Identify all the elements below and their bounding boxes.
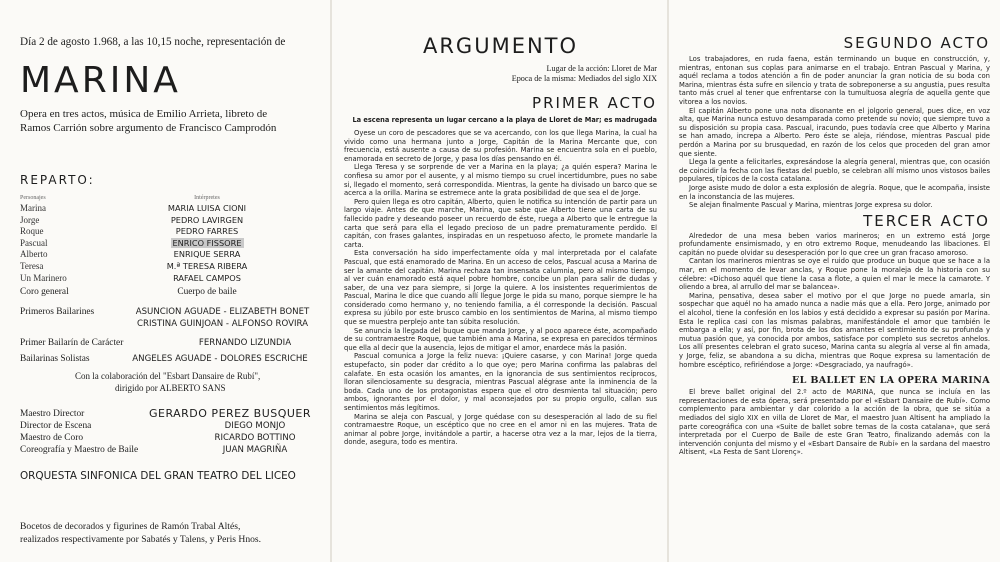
paragraph: Llega la gente a felicitarles, expresándose la alegría general, mientras que, con ocasión de coincidir la fecha con las fiestas del pueblo, se celebran allí mismo unos vistosos bailes populares, típicos de la costa catalana. — [679, 158, 990, 184]
solistas-value: ANGELES AGUADE - DOLORES ESCRICHE — [132, 353, 308, 364]
opera-subtitle — [20, 107, 320, 135]
primeros-bailarines-row — [20, 306, 320, 318]
opera-title: MARINA — [20, 60, 181, 101]
ballet-title: EL BALLET EN LA OPERA MARINA — [792, 375, 990, 387]
cast-row — [20, 261, 320, 273]
paragraph: Cantan los marineros mientras se oye el ruido que produce un buque que se hace a la mar, en el momento de levar anclas, y Roque pone la moraleja de la historia con su célebre: «Dichoso aquél que tiene la casa a flote, a quien el mar le mece la camarote. Y oliendo a brea, al arrullo del mar se balancea». — [679, 257, 990, 292]
ballet-text — [679, 388, 990, 457]
subtitle-line-1: Opera en tres actos, música de Emilio Arrieta, libreto de — [20, 108, 268, 120]
role-name: Teresa — [20, 260, 44, 271]
cast-list — [20, 203, 320, 299]
paragraph: El capitán Alberto pone una nota disonante en el jolgorio general, pues dice, en voz alta, que Marina nunca estuvo desamparada como pretende su novio; que siempre tuvo a su disposición su propia casa. Pascual, iracundo, pues todavía cree que Alberto y Marina se han amado, increpa a Alberto. Pero éste se aleja, riéndose, mientras Pascual pide perdón a Marina por su brusquedad, en razón de los celos que proceden del gran amor que siente. — [679, 106, 990, 158]
coro-row — [20, 287, 320, 299]
staff-row — [20, 408, 320, 420]
paragraph: Llega Teresa y se sorprende de ver a Marina en la playa; ¿a quién espera? Marina le confiesa su amor por el ausente, y al mismo tiempo su cruel incertidumbre, pues no sabe si, llegado el momento, será correspondida. Mientras, la gente ha divisado un barco que se acerca a la orilla. Marina se estremece ante la grata posibilidad de que sea el de Jorge. — [344, 163, 657, 198]
primeros-value-2: CRISTINA GUINJOAN - ALFONSO ROVIRA — [137, 318, 308, 329]
action-epoch: Epoca de la misma: Mediados del siglo XIX — [511, 74, 657, 83]
role-name: Un Marinero — [20, 272, 67, 283]
role-name: Roque — [20, 226, 44, 237]
primeros-label: Primeros Bailarines — [20, 306, 95, 317]
staff-value: RICARDO BOTTINO — [214, 432, 296, 443]
cast-row — [20, 238, 320, 250]
cast-row — [20, 273, 320, 285]
staff-label: Director de Escena — [20, 420, 92, 431]
cast-column-headers — [20, 195, 320, 201]
subtitle-line-2: Ramos Carrión sobre argumento de Francisco Camprodón — [20, 122, 277, 134]
orchestra-name: ORQUESTA SINFONICA DEL GRAN TEATRO DEL LICEO — [20, 469, 296, 482]
coro-label: Coro general — [20, 287, 69, 298]
primeros-bailarines-row-2 — [20, 318, 320, 330]
coro-value: Cuerpo de baile — [177, 287, 237, 298]
caracter-value: FERNANDO LIZUNDIA — [198, 337, 292, 348]
collaboration-note — [20, 370, 320, 394]
cast-row — [20, 249, 320, 261]
paragraph: Jorge asiste mudo de dolor a esta explosión de alegría. Roque, que le acompaña, insiste en la inconstancia de las mujeres. — [679, 183, 990, 201]
paragraph: Se alejan finalmente Pascual y Marina, mientras Jorge expresa su dolor. — [689, 201, 933, 210]
personajes-header: Personajes — [20, 195, 46, 201]
singer-name: MARIA LUISA CIONI — [167, 203, 247, 213]
primeros-value-1: ASUNCION AGUADE - ELIZABETH BONET — [135, 306, 310, 317]
staff-row — [20, 444, 320, 456]
acts-page — [669, 0, 1000, 562]
staff-list — [20, 408, 320, 456]
design-credits — [20, 520, 320, 546]
caracter-row — [20, 337, 320, 349]
staff-label: Maestro Director — [20, 408, 85, 419]
staff-value: JUAN MAGRIÑA — [222, 444, 288, 455]
solistas-row — [20, 353, 320, 365]
staff-row — [20, 432, 320, 444]
paragraph: Pascual comunica a Jorge la feliz nueva: ¡Quiere casarse, y con Marina! Jorge queda estupefacto, sin poder dar crédito a lo que oye; pero Marina confirma las palabras del calafate. En esta ocasión los amantes, en la ignorancia de sus sentimientos recíprocos, lloran silenciosamente su desgracia, mientras Pascual alégrase ante la inminencia de la boda. Cada uno de los protagonistas espera que el otro desmienta tal situación; pero ambos, ignorantes por el dolor, y mal aconsejados por su propio orgullo, callan sus sentimientos más legítimos. — [344, 352, 657, 412]
staff-row — [20, 420, 320, 432]
singer-name: M.ª TERESA RIBERA — [166, 260, 248, 271]
act-2-title: SEGUNDO ACTO — [843, 34, 990, 52]
interpretes-header: Intérpretes — [194, 195, 220, 201]
paragraph: Se anuncia la llegada del buque que manda Jorge, y al poco aparece éste, acompañado de su contramaestre Roque, que también ama a Marina, se expresa en parecidos términos que ella al decir que la ausencia, lejos de mitigar el amor, enardece más la pasión. — [344, 326, 657, 352]
act-1-text — [344, 129, 657, 447]
cast-row — [20, 203, 320, 215]
paragraph: Marina se aleja con Pascual, y Jorge quédase con su desesperación al lado de su fiel contramaestre Roque, un escéptico que no cree en el amor ni en las mujeres. Trata de animar al pobre Jorge, invitándole a partir, a hacerse otra vez a la mar, lejos de la tierra, donde, asegura, todo es mentira. — [344, 412, 657, 447]
staff-label: Maestro de Coro — [20, 432, 84, 443]
credits-page — [0, 0, 330, 562]
singer-name: ENRIQUE SERRA — [173, 249, 241, 260]
singer-name: RAFAEL CAMPOS — [173, 272, 241, 283]
caracter-label: Primer Bailarín de Carácter — [20, 337, 124, 348]
paragraph: Marina, pensativa, desea saber el motivo por el que Jorge no puede amarla, sin sospechar que aquél no ha amado nunca a nadie más que a ella. Pero Jorge, animado por el alcohol, tiene la confesión en los labios y está decidido a expresar su pasión por Marina. Esta le replica casi con las mismas palabras, manifestándole el amor que también le embarga a ella; y así, por fin, brota de los dos amantes el sentimiento de su profunda y mutua pasión que, ya conocida por ambos, satisface por completo sus secretos anhelos. Los allí presentes celebran el grato suceso, Marina canta su alegría al verse al fin amada, y Jorge, feliz, se abandona a su dicha, mientras que Roque expresa su lamentación de hombre escéptico, refiriéndose a Jorge: «Desgraciado, ya naufragó». — [679, 291, 990, 369]
act-1-title: PRIMER ACTO — [532, 94, 657, 112]
staff-value: DIEGO MONJO — [224, 420, 286, 431]
performance-date: Día 2 de agosto 1.968, a las 10,15 noche, representación de — [20, 36, 286, 48]
cast-row — [20, 226, 320, 238]
act-2-text — [679, 55, 990, 210]
footer-line-1: Bocetos de decorados y figurines de Ramón Trabal Altés, — [20, 520, 241, 532]
paragraph: Esta conversación ha sido imperfectamente oída y mal interpretada por el calafate Pascual, que está enamorado de Marina. En un acceso de celos, Pascual acusa a Marina de ser la amante del capitán. Marina rechaza tan insensata calumnia, pero al mismo tiempo, al ver cuán enamorado está aquel pobre hombre, concibe un plan para salir de dudas y saber, de una vez para siempre, si Jorge la quiere. A los insistentes requerimientos de Pascual, Marina le dice que cuando allí llegue Jorge le pida su mano, porque siempre le ha considerado como hermano y, no teniendo familia, a él corresponde la decisión. Pascual expresa su júbilo por este brusco cambio en los sentimientos de Marina, al mismo tiempo que se muestra perplejo ante tan súbita resolución. — [344, 249, 657, 327]
paragraph: Pero quien llega es otro capitán, Alberto, quien le notifica su intención de partir para un largo viaje. Antes de que marche, Marina, que sabe que Alberto tiene una carta de su fallecido padre y deseando poseer un recuerdo de éste, ruega a Alberto que le entregue la carta que será para ella el legado precioso de un padre prematuramente perdido. El capitán, con frases galantes, inspiradas en un respetuoso afecto, le promete mandarle la carta. — [344, 197, 657, 249]
staff-label: Coreografía y Maestro de Baile — [20, 444, 139, 455]
paragraph: Oyese un coro de pescadores que se va acercando, con los que llega Marina, la cual ha vivido como una hermana junto a Jorge, Capitán de la Marina Mercante que, con frecuencia, está ausente a causa de su profesión. Marina se encuentra sola en el pueblo, enamorada en secreto de Jorge, y pasa los días pensando en él. — [344, 129, 657, 163]
singer-name: PEDRO LAVIRGEN — [170, 214, 244, 225]
cast-heading: REPARTO: — [20, 173, 95, 187]
singer-name — [94, 238, 320, 250]
paragraph: Alrededor de una mesa beben varios marineros; en un extremo está Jorge profundamente ensimismado, y en otro extremo Roque, menudeando las libaciones. El capitán no puede olvidar su desesperación por lo que cree un gran fracaso amoroso. — [679, 231, 990, 257]
highlighted-singer: ENRICO FISSORE — [172, 237, 242, 248]
argument-page — [332, 0, 667, 562]
cast-row — [20, 215, 320, 227]
action-place: Lugar de la acción: Lloret de Mar — [546, 64, 657, 73]
collab-line-2: dirigido por ALBERTO SANS — [115, 382, 226, 393]
solistas-label: Bailarinas Solistas — [20, 353, 90, 364]
scene-description: La escena representa un lugar cercano a la playa de Lloret de Mar; es madrugada — [352, 116, 657, 124]
act-3-title: TERCER ACTO — [863, 211, 990, 230]
act-3-text — [679, 232, 990, 370]
staff-value: GERARDO PEREZ BUSQUER — [148, 406, 312, 420]
role-name: Alberto — [20, 249, 48, 260]
role-name: Jorge — [20, 214, 40, 225]
collab-line-1: Con la colaboración del "Esbart Dansaire de Rubí", — [75, 370, 261, 381]
paragraph: Los trabajadores, en ruda faena, están terminando un buque en construcción, y, mientras, entonan sus coplas para animarse en el trabajo. Entran Pascual y Marina, y aquél reclama a todos atención a fin de poder anunciar la gran noticia de su boda con Marina, mientras ésta sufre en silencio y trata de sobreponerse a su angustia, pues resulta tanto más cruel al tener que enfrentarse con la tumultuosa alegría de aquella gente que vitorea a los novios. — [679, 55, 990, 106]
argument-heading: ARGUMENTO — [422, 34, 579, 58]
role-name: Marina — [20, 203, 46, 213]
paragraph: El breve ballet original del 2.º acto de MARINA, que nunca se incluía en las representaciones de esta ópera, será presentado por el «Esbart Dansaire de Rubí». Como complemento para ambientar y dar colorido a la acción de la obra, que se sitúa a mediados del siglo XIX en villa de Lloret de Mar, el maestro Juan Altisent ha ampliado la parte coreográfica con una «Suite de ballet sobre temas de la costa catalana», que será interpretada por el Cuerpo de Baile de este Gran Teatro, finalizando además con la intervención conjunta del mismo y el «Esbart Dansaire de Rubí» en la sardana del maestro Altisent, «La Festa de Sant Llorenç». — [679, 388, 990, 457]
singer-name: PEDRO FARRES — [175, 226, 239, 237]
role-name: Pascual — [20, 237, 48, 248]
footer-line-2: realizados respectivamente por Sabatés y Talens, y Peris Hnos. — [20, 533, 262, 545]
